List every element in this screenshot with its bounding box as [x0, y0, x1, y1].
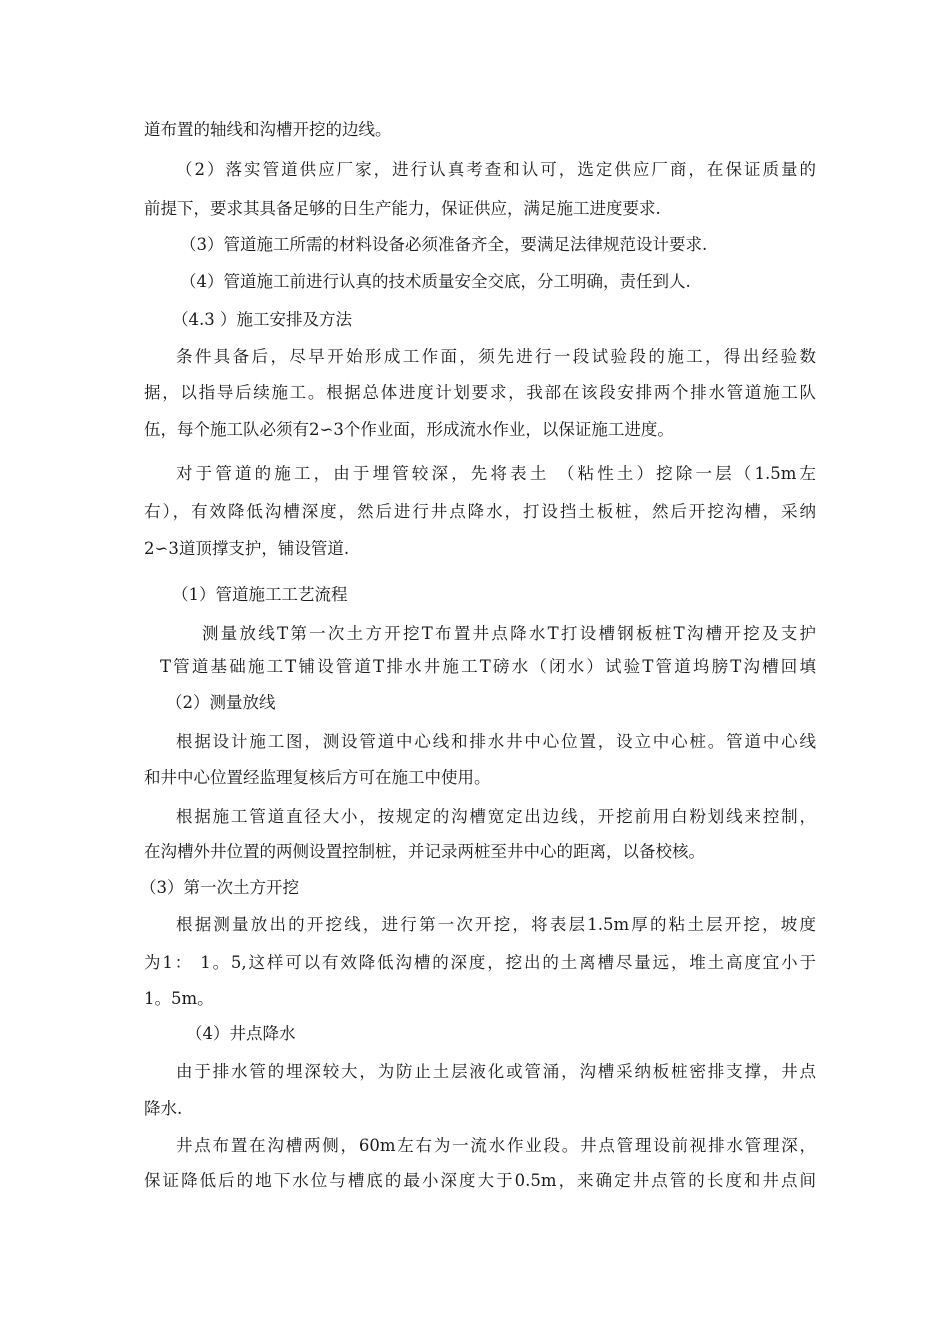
text-line: （2）落实管道供应厂家，进行认真考查和认可，选定供应厂商，在保证质量的: [176, 160, 816, 179]
text-line: 降水.: [144, 1099, 183, 1118]
text-line: （3）管道施工所需的材料设备必须准备齐全，要满足法律规范设计要求.: [180, 235, 708, 254]
text-line: 2∽3道顶撑支护，铺设管道.: [144, 539, 350, 558]
section-heading: （4）井点降水: [186, 1024, 296, 1043]
text-line: 前提下，要求其具备足够的日生产能力，保证供应，满足施工进度要求.: [144, 199, 661, 218]
text-line: 伍，每个施工队必须有2∽3个作业面，形成流水作业，以保证施工进度。: [144, 420, 674, 439]
process-flow-line: T管道基础施工T铺设管道T排水井施工T磅水（闭水）试验T管道坞膀T沟槽回填: [160, 657, 816, 676]
text-line: 条件具备后，尽早开始形成工作面，须先进行一段试验段的施工，得出经验数: [176, 347, 816, 366]
text-line: 1。5m。: [144, 989, 214, 1008]
section-heading: （1）管道施工工艺流程: [172, 585, 348, 604]
text-line: 为1： 1。5,这样可以有效降低沟槽的深度，挖出的土离槽尽量远，堆土高度宜小于: [144, 953, 816, 972]
text-line: 根据设计施工图，测设管道中心线和排水井中心位置，设立中心桩。管道中心线: [176, 732, 816, 751]
text-line: 道布置的轴线和沟槽开挖的边线。: [144, 120, 392, 139]
text-line: 由于排水管的埋深较大，为防止土层液化或管涌，沟槽采纳板桩密排支撑，井点: [176, 1062, 816, 1081]
text-line: 右），有效降低沟槽深度，然后进行井点降水，打设挡土板桩，然后开挖沟槽，采纳: [144, 502, 816, 521]
text-line: 根据施工管道直径大小，按规定的沟槽宽定出边线，开挖前用白粉划线来控制，: [176, 807, 816, 826]
text-line: （4）管道施工前进行认真的技术质量安全交底，分工明确，责任到人.: [180, 272, 691, 291]
text-line: 据，以指导后续施工。根据总体进度计划要求，我部在该段安排两个排水管道施工队: [144, 383, 816, 402]
text-line: 对于管道的施工，由于埋管较深，先将表土 （粘性土）挖除一层（1.5m左: [176, 464, 816, 483]
section-heading: （4.3 ）施工安排及方法: [172, 310, 352, 329]
text-line: 根据测量放出的开挖线，进行第一次开挖，将表层1.5m厚的粘土层开挖，坡度: [176, 915, 816, 934]
text-line: 保证降低后的地下水位与槽底的最小深度大于0.5m，来确定井点管的长度和井点间: [144, 1171, 816, 1190]
text-line: 和井中心位置经监理复核后方可在施工中使用。: [144, 768, 491, 787]
text-line: 在沟槽外井位置的两侧设置控制桩，并记录两桩至井中心的距离，以备校核。: [144, 842, 705, 861]
section-heading: （2）测量放线: [166, 693, 276, 712]
section-heading: （3）第一次土方开挖: [140, 878, 299, 897]
process-flow-line: 测量放线T第一次土方开挖T布置井点降水T打设槽钢板桩T沟槽开挖及支护: [202, 624, 816, 643]
text-line: 井点布置在沟槽两侧，60m左右为一流水作业段。井点管理设前视排水管理深，: [176, 1136, 816, 1155]
